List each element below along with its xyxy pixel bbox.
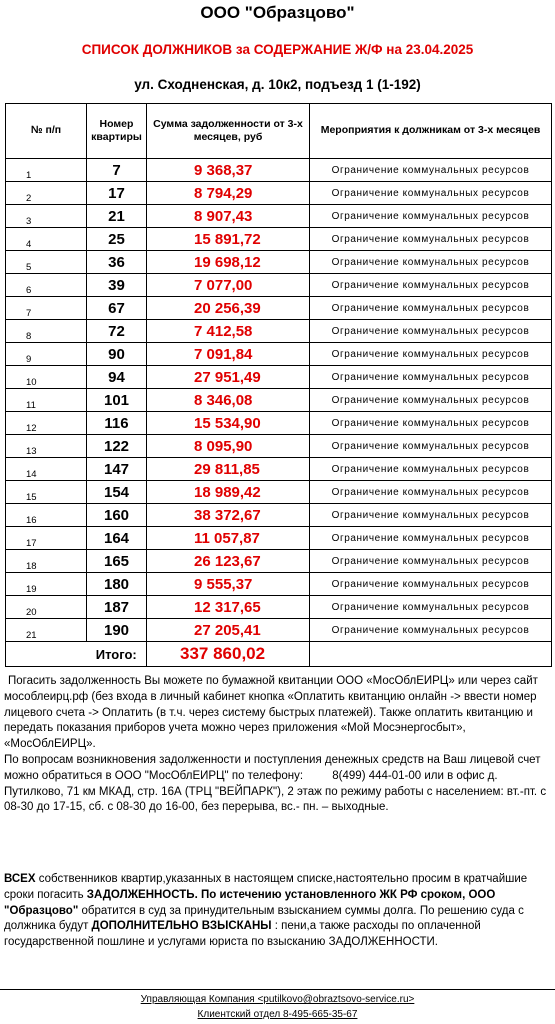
contact-phone: 8(499) 444-01-00 <box>332 769 422 782</box>
header-apartment: Номер квартиры <box>87 104 147 159</box>
row-action: Ограничение коммунальных ресурсов <box>310 320 552 343</box>
row-action: Ограничение коммунальных ресурсов <box>310 159 552 182</box>
row-debt-sum: 29 811,85 <box>147 458 310 481</box>
row-number: 1 <box>6 159 87 182</box>
row-number: 2 <box>6 182 87 205</box>
row-apartment: 67 <box>87 297 147 320</box>
row-debt-sum: 8 346,08 <box>147 389 310 412</box>
row-number: 4 <box>6 228 87 251</box>
row-number: 8 <box>6 320 87 343</box>
table-row <box>6 435 552 458</box>
table-row <box>6 619 552 642</box>
row-debt-sum: 27 951,49 <box>147 366 310 389</box>
table-row <box>6 550 552 573</box>
table-row <box>6 297 552 320</box>
table-row <box>6 182 552 205</box>
row-number: 9 <box>6 343 87 366</box>
debt-notice <box>4 872 552 951</box>
table-row <box>6 251 552 274</box>
row-number: 16 <box>6 504 87 527</box>
row-debt-sum: 20 256,39 <box>147 297 310 320</box>
table-row <box>6 274 552 297</box>
footer <box>0 992 555 1022</box>
table-row <box>6 320 552 343</box>
row-number: 15 <box>6 481 87 504</box>
row-apartment: 160 <box>87 504 147 527</box>
notice-text-1: собственников квартир,указанных в настоящем списке,настоятельно просим в кратчайшие сроки погасить <box>4 873 528 901</box>
row-action: Ограничение коммунальных ресурсов <box>310 458 552 481</box>
row-number: 17 <box>6 527 87 550</box>
row-action: Ограничение коммунальных ресурсов <box>310 550 552 573</box>
row-number: 10 <box>6 366 87 389</box>
row-apartment: 147 <box>87 458 147 481</box>
header-num: № п/п <box>6 104 87 159</box>
row-apartment: 164 <box>87 527 147 550</box>
row-apartment: 94 <box>87 366 147 389</box>
row-debt-sum: 9 368,37 <box>147 159 310 182</box>
row-debt-sum: 7 412,58 <box>147 320 310 343</box>
table-row <box>6 481 552 504</box>
row-debt-sum: 9 555,37 <box>147 573 310 596</box>
footer-company-email[interactable]: Управляющая Компания <putilkovo@obraztsovo-service.ru> <box>140 994 415 1005</box>
table-row <box>6 527 552 550</box>
row-number: 20 <box>6 596 87 619</box>
debtors-table <box>5 103 552 667</box>
row-action: Ограничение коммунальных ресурсов <box>310 389 552 412</box>
row-debt-sum: 15 534,90 <box>147 412 310 435</box>
row-apartment: 190 <box>87 619 147 642</box>
row-debt-sum: 38 372,67 <box>147 504 310 527</box>
row-apartment: 101 <box>87 389 147 412</box>
row-action: Ограничение коммунальных ресурсов <box>310 527 552 550</box>
table-row <box>6 343 552 366</box>
row-apartment: 165 <box>87 550 147 573</box>
row-number: 19 <box>6 573 87 596</box>
row-number: 3 <box>6 205 87 228</box>
table-header-row <box>6 104 552 159</box>
footer-client-phone: Клиентский отдел 8-495-665-35-67 <box>197 1009 358 1020</box>
row-action: Ограничение коммунальных ресурсов <box>310 205 552 228</box>
row-number: 18 <box>6 550 87 573</box>
row-apartment: 72 <box>87 320 147 343</box>
row-number: 21 <box>6 619 87 642</box>
notice-text-3: : пени,а также расходы по оплаченной государственной пошлине и услугами юриста по взысканию ЗАДОЛЖЕННОСТИ. <box>4 920 481 949</box>
row-action: Ограничение коммунальных ресурсов <box>310 412 552 435</box>
total-value: 337 860,02 <box>147 642 310 667</box>
row-debt-sum: 12 317,65 <box>147 596 310 619</box>
row-debt-sum: 11 057,87 <box>147 527 310 550</box>
row-number: 14 <box>6 458 87 481</box>
row-debt-sum: 8 794,29 <box>147 182 310 205</box>
notice-extra: ДОПОЛНИТЕЛЬНО ВЗЫСКАНЫ <box>91 920 272 933</box>
table-row <box>6 412 552 435</box>
row-action: Ограничение коммунальных ресурсов <box>310 481 552 504</box>
office-info: или в офис д. Путилково, 71 км МКАД, стр. 16А (ТРЦ "ВЕЙПАРК"), 2 этаж по режиму работы с населением: вт.-пт. с 08-30 до 17-15, сб. с 08-30 до 16-00, без перерыва, вс.- пн. – выходные. <box>4 769 547 814</box>
payment-instructions: Погасить задолженность Вы можете по бумажной квитанции ООО «МосОблЕИРЦ» или через сайт мособлеирц.рф (без входа в личный кабинет кнопка «Оплатить квитанцию онлайн -> ввести номер лицевого счета -> Оплатить (в т.ч. через систему быстрых платежей). Также оплатить квитанцию и передать показания приборов учета можно через приложения «Мой Мосэнергосбыт», «МосОблЕИРЦ». <box>4 675 538 751</box>
table-row <box>6 573 552 596</box>
notice-all: ВСЕХ <box>4 873 36 885</box>
notice-text-2: обратится в суд за принудительным взысканием суммы долга. По решению суда с должника будут <box>4 904 524 933</box>
company-title: ООО "Образцово" <box>200 3 355 22</box>
total-label: Итого: <box>87 642 147 667</box>
row-action: Ограничение коммунальных ресурсов <box>310 274 552 297</box>
row-action: Ограничение коммунальных ресурсов <box>310 182 552 205</box>
table-row <box>6 205 552 228</box>
row-debt-sum: 15 891,72 <box>147 228 310 251</box>
row-apartment: 39 <box>87 274 147 297</box>
row-action: Ограничение коммунальных ресурсов <box>310 251 552 274</box>
row-debt-sum: 7 077,00 <box>147 274 310 297</box>
contact-text: По вопросам возникновения задолженности и поступления денежных средств на Ваш лицевой счет можно обратиться в ООО "МосОблЕИРЦ" по телефону: <box>4 753 541 782</box>
row-action: Ограничение коммунальных ресурсов <box>310 619 552 642</box>
row-action: Ограничение коммунальных ресурсов <box>310 504 552 527</box>
total-row <box>6 642 552 667</box>
row-number: 5 <box>6 251 87 274</box>
row-apartment: 25 <box>87 228 147 251</box>
table-row <box>6 504 552 527</box>
row-action: Ограничение коммунальных ресурсов <box>310 596 552 619</box>
building-address: ул. Сходненская, д. 10к2, подъезд 1 (1-192) <box>134 77 421 92</box>
table-row <box>6 366 552 389</box>
row-apartment: 180 <box>87 573 147 596</box>
row-apartment: 154 <box>87 481 147 504</box>
row-action: Ограничение коммунальных ресурсов <box>310 228 552 251</box>
row-action: Ограничение коммунальных ресурсов <box>310 297 552 320</box>
row-number: 7 <box>6 297 87 320</box>
row-apartment: 36 <box>87 251 147 274</box>
row-number: 6 <box>6 274 87 297</box>
header-action: Мероприятия к должникам от 3-х месяцев <box>310 104 552 159</box>
row-debt-sum: 27 205,41 <box>147 619 310 642</box>
row-apartment: 90 <box>87 343 147 366</box>
row-apartment: 116 <box>87 412 147 435</box>
row-apartment: 7 <box>87 159 147 182</box>
row-debt-sum: 18 989,42 <box>147 481 310 504</box>
row-number: 12 <box>6 412 87 435</box>
table-row <box>6 389 552 412</box>
header-debt-sum: Сумма задолженности от 3-х месяцев, руб <box>147 104 310 159</box>
row-action: Ограничение коммунальных ресурсов <box>310 343 552 366</box>
table-row <box>6 159 552 182</box>
payment-info <box>4 674 550 816</box>
row-apartment: 21 <box>87 205 147 228</box>
table-row <box>6 458 552 481</box>
row-debt-sum: 7 091,84 <box>147 343 310 366</box>
row-debt-sum: 8 907,43 <box>147 205 310 228</box>
row-apartment: 17 <box>87 182 147 205</box>
contact-info <box>4 753 550 816</box>
row-debt-sum: 26 123,67 <box>147 550 310 573</box>
row-action: Ограничение коммунальных ресурсов <box>310 573 552 596</box>
notice-debt: ЗАДОЛЖЕННОСТЬ. По истечению установленного ЖК РФ сроком, ООО "Образцово" <box>4 888 496 917</box>
row-apartment: 187 <box>87 596 147 619</box>
row-debt-sum: 19 698,12 <box>147 251 310 274</box>
row-number: 11 <box>6 389 87 412</box>
row-action: Ограничение коммунальных ресурсов <box>310 366 552 389</box>
table-row <box>6 228 552 251</box>
table-row <box>6 596 552 619</box>
row-number: 13 <box>6 435 87 458</box>
row-debt-sum: 8 095,90 <box>147 435 310 458</box>
row-action: Ограничение коммунальных ресурсов <box>310 435 552 458</box>
footer-divider <box>0 989 555 990</box>
row-apartment: 122 <box>87 435 147 458</box>
document-subtitle: СПИСОК ДОЛЖНИКОВ за СОДЕРЖАНИЕ Ж/Ф на 23.04.2025 <box>81 42 474 57</box>
